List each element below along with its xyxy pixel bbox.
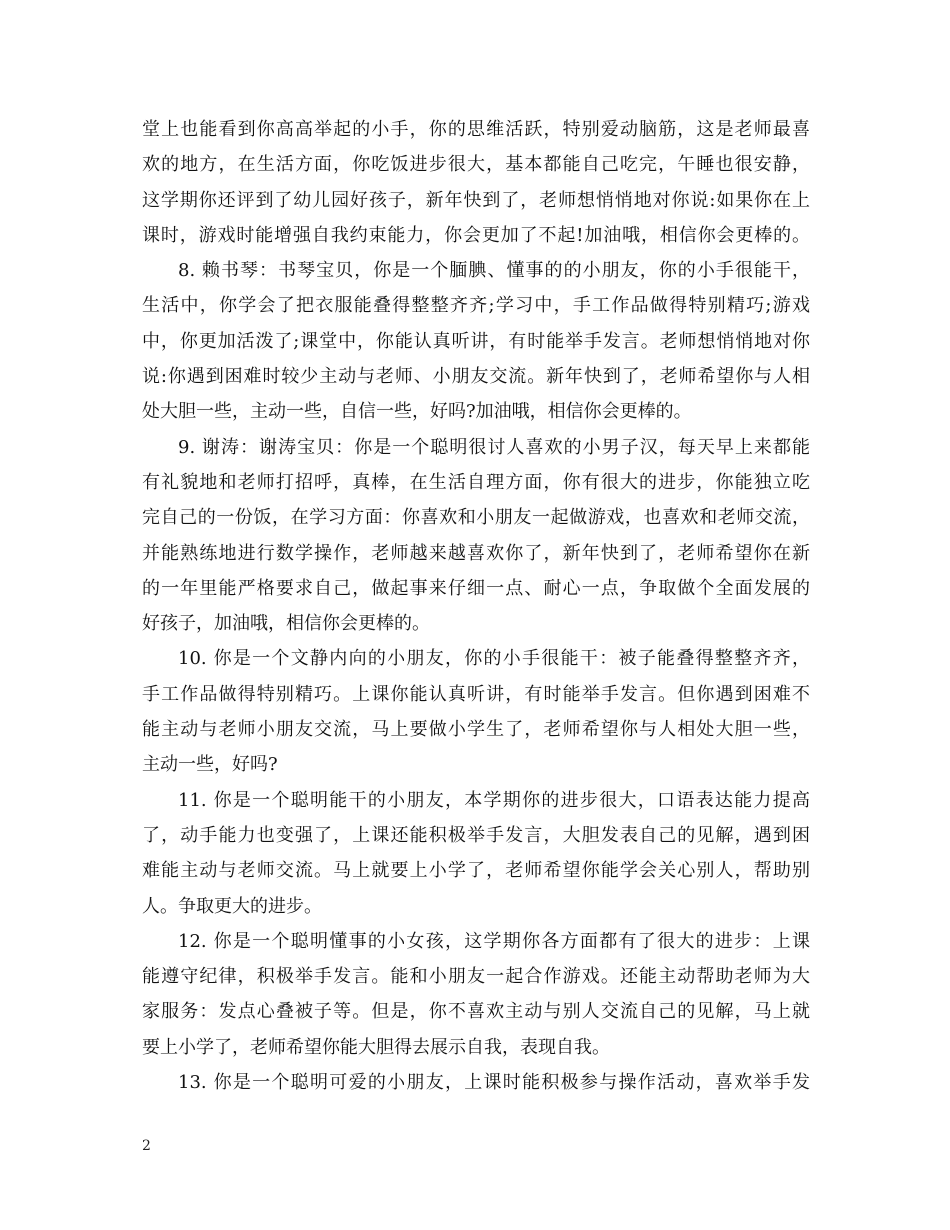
paragraph-first-line: 9. 谢涛：谢涛宝贝：你是一个聪明很讨人喜欢的小男子汉，每天早上来都能 [178, 436, 810, 458]
text-line: 好孩子，加油哦，相信你会更棒的。 [142, 613, 430, 635]
paragraph-first-line: 8. 赖书琴：书琴宝贝，你是一个腼腆、懂事的的小朋友，你的小手很能干， [178, 260, 810, 282]
text-line: 人。争取更大的进步。 [142, 895, 322, 917]
text-line: 的一年里能严格要求自己，做起事来仔细一点、耐心一点，争取做个全面发展的 [142, 577, 810, 599]
text-line: 堂上也能看到你高高举起的小手，你的思维活跃，特别爱动脑筋，这是老师最喜 [142, 119, 810, 140]
text-line: 这学期你还评到了幼儿园好孩子，新年快到了，老师想悄悄地对你说:如果你在上 [142, 189, 810, 211]
text-line: 完自己的一份饭，在学习方面：你喜欢和小朋友一起做游戏，也喜欢和老师交流， [142, 507, 810, 529]
body-text [142, 112, 810, 1100]
text-line: 要上小学了，老师希望你能大胆得去展示自我，表现自我。 [142, 1036, 610, 1058]
text-line: 处大胆一些，主动一些，自信一些，好吗?加油哦，相信你会更棒的。 [142, 401, 692, 423]
text-line: 说:你遇到困难时较少主动与老师、小朋友交流。新年快到了，老师希望你与人相 [142, 366, 810, 388]
text-line: 主动一些，好吗? [142, 754, 278, 776]
paragraph-first-line: 12. 你是一个聪明懂事的小女孩，这学期你各方面都有了很大的进步：上课 [178, 930, 810, 952]
paragraph-first-line: 13. 你是一个聪明可爱的小朋友，上课时能积极参与操作活动，喜欢举手发 [178, 1072, 810, 1094]
paragraph-first-line: 10. 你是一个文静内向的小朋友，你的小手很能干：被子能叠得整整齐齐， [178, 648, 810, 670]
text-line: 手工作品做得特别精巧。上课你能认真听讲，有时能举手发言。但你遇到困难不 [142, 683, 810, 705]
text-line: 课时，游戏时能增强自我约束能力，你会更加了不起!加油哦，相信你会更棒的。 [142, 224, 810, 246]
paragraph-first-line: 11. 你是一个聪明能干的小朋友，本学期你的进步很大，口语表达能力提高 [178, 789, 810, 811]
text-line: 能遵守纪律，积极举手发言。能和小朋友一起合作游戏。还能主动帮助老师为大 [142, 966, 810, 988]
text-line: 中，你更加活泼了;课堂中，你能认真听讲，有时能举手发言。老师想悄悄地对你 [142, 330, 810, 352]
text-line: 欢的地方，在生活方面，你吃饭进步很大，基本都能自己吃完，午睡也很安静， [142, 154, 810, 176]
text-line: 生活中，你学会了把衣服能叠得整整齐齐;学习中，手工作品做得特别精巧;游戏 [142, 295, 810, 317]
text-line: 了，动手能力也变强了，上课还能积极举手发言，大胆发表自己的见解，遇到困 [142, 824, 810, 846]
text-line: 家服务：发点心叠被子等。但是，你不喜欢主动与别人交流自己的见解，马上就 [142, 1001, 810, 1023]
text-line: 难能主动与老师交流。马上就要上小学了，老师希望你能学会关心别人，帮助别 [142, 860, 810, 882]
text-line: 能主动与老师小朋友交流，马上要做小学生了，老师希望你与人相处大胆一些， [142, 719, 810, 741]
text-line: 并能熟练地进行数学操作，老师越来越喜欢你了，新年快到了，老师希望你在新 [142, 542, 810, 564]
page-number: 2 [142, 1138, 151, 1154]
text-line: 有礼貌地和老师打招呼，真棒，在生活自理方面，你有很大的进步，你能独立吃 [142, 471, 810, 493]
